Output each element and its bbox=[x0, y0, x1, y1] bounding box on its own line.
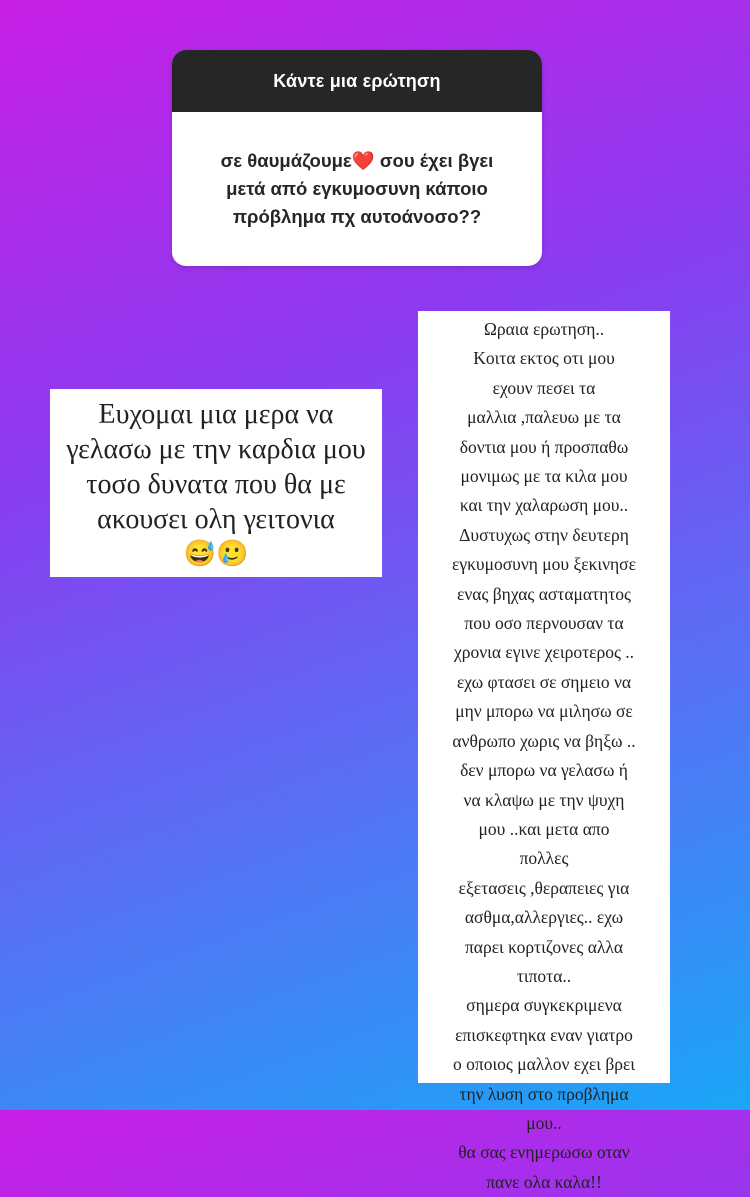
right-text-line: ενας βηχας ασταματητος bbox=[457, 583, 631, 604]
right-text-line: σημερα συγκεκριμενα bbox=[466, 995, 622, 1016]
right-text-line: εχω φτασει σε σημειο να bbox=[456, 671, 632, 692]
right-text-line: την λυση στο προβλημα bbox=[459, 1083, 629, 1104]
right-text-line: χρονια εγινε χειροτερος .. bbox=[453, 642, 635, 663]
right-text-line: και την χαλαρωση μου.. bbox=[459, 495, 629, 516]
question-sticker[interactable] bbox=[172, 50, 542, 266]
question-text-part1: σε θαυμάζουμε bbox=[220, 150, 352, 171]
right-text-line: Κοιτα εκτος οτι μου bbox=[473, 348, 615, 369]
right-text-line: μονιμως με τα κιλα μου bbox=[460, 466, 628, 487]
question-text bbox=[172, 112, 542, 266]
right-text-line: δεν μπορω να γελασω ή bbox=[460, 760, 628, 781]
right-text-line: να κλαψω με την ψυχη bbox=[463, 789, 625, 810]
right-text-line: πανε ολα καλα!! bbox=[486, 1171, 602, 1192]
left-text-card bbox=[50, 389, 382, 577]
right-text-line: ο οποιος μαλλον εχει βρει bbox=[452, 1054, 636, 1075]
right-text-line: εγκυμοσυνη μου ξεκινησε bbox=[452, 554, 636, 575]
right-text-line: μου ..και μετα απο bbox=[478, 818, 610, 839]
right-text-line: Δυστυχως στην δευτερη bbox=[459, 524, 629, 545]
right-text-line: εχουν πεσει τα bbox=[492, 377, 596, 398]
right-text-line: εξετασεις ,θεραπειες για bbox=[458, 877, 630, 898]
right-text-line: παρει κορτιζονες αλλα bbox=[464, 936, 624, 957]
right-text-line: πολλες bbox=[519, 848, 569, 869]
question-sticker-header: Κάντε μια ερώτηση bbox=[172, 50, 542, 112]
right-text-line: θα σας ενημερωσω οταν bbox=[458, 1142, 630, 1163]
sweat-smile-emoji-icon: 😅🥲 bbox=[183, 539, 249, 568]
right-text-line: ανθρωπο χωρις να βηξω .. bbox=[452, 730, 636, 751]
right-text-line: επισκεφτηκα εναν γιατρο bbox=[455, 1024, 633, 1045]
left-text-card-body: Ευχομαι μια μερα να γελασω με την καρδια μου τοσο δυνατα που θα με ακουσει ολη γειτονια bbox=[66, 399, 366, 535]
right-text-line: μου.. bbox=[526, 1112, 562, 1133]
right-text-line: που οσο περνουσαν τα bbox=[464, 613, 624, 634]
right-text-line: δοντια μου ή προσπαθω bbox=[459, 436, 629, 457]
right-text-line: μην μπορω να μιλησω σε bbox=[455, 701, 633, 722]
right-text-line: Ωραια ερωτηση.. bbox=[483, 319, 605, 339]
right-text-card bbox=[418, 311, 670, 1192]
right-text-line: ασθμα,αλλεργιες.. εχω bbox=[464, 907, 624, 928]
right-text-line: τιποτα.. bbox=[516, 965, 572, 986]
question-text-part2: σου έχει βγει μετά από εγκυμοσυνη κάποιο πρόβλημα πχ αυτοάνοσο?? bbox=[226, 150, 494, 227]
heart-icon: ❤️ bbox=[351, 150, 375, 171]
right-text-line: μαλλια ,παλευω με τα bbox=[467, 407, 621, 428]
